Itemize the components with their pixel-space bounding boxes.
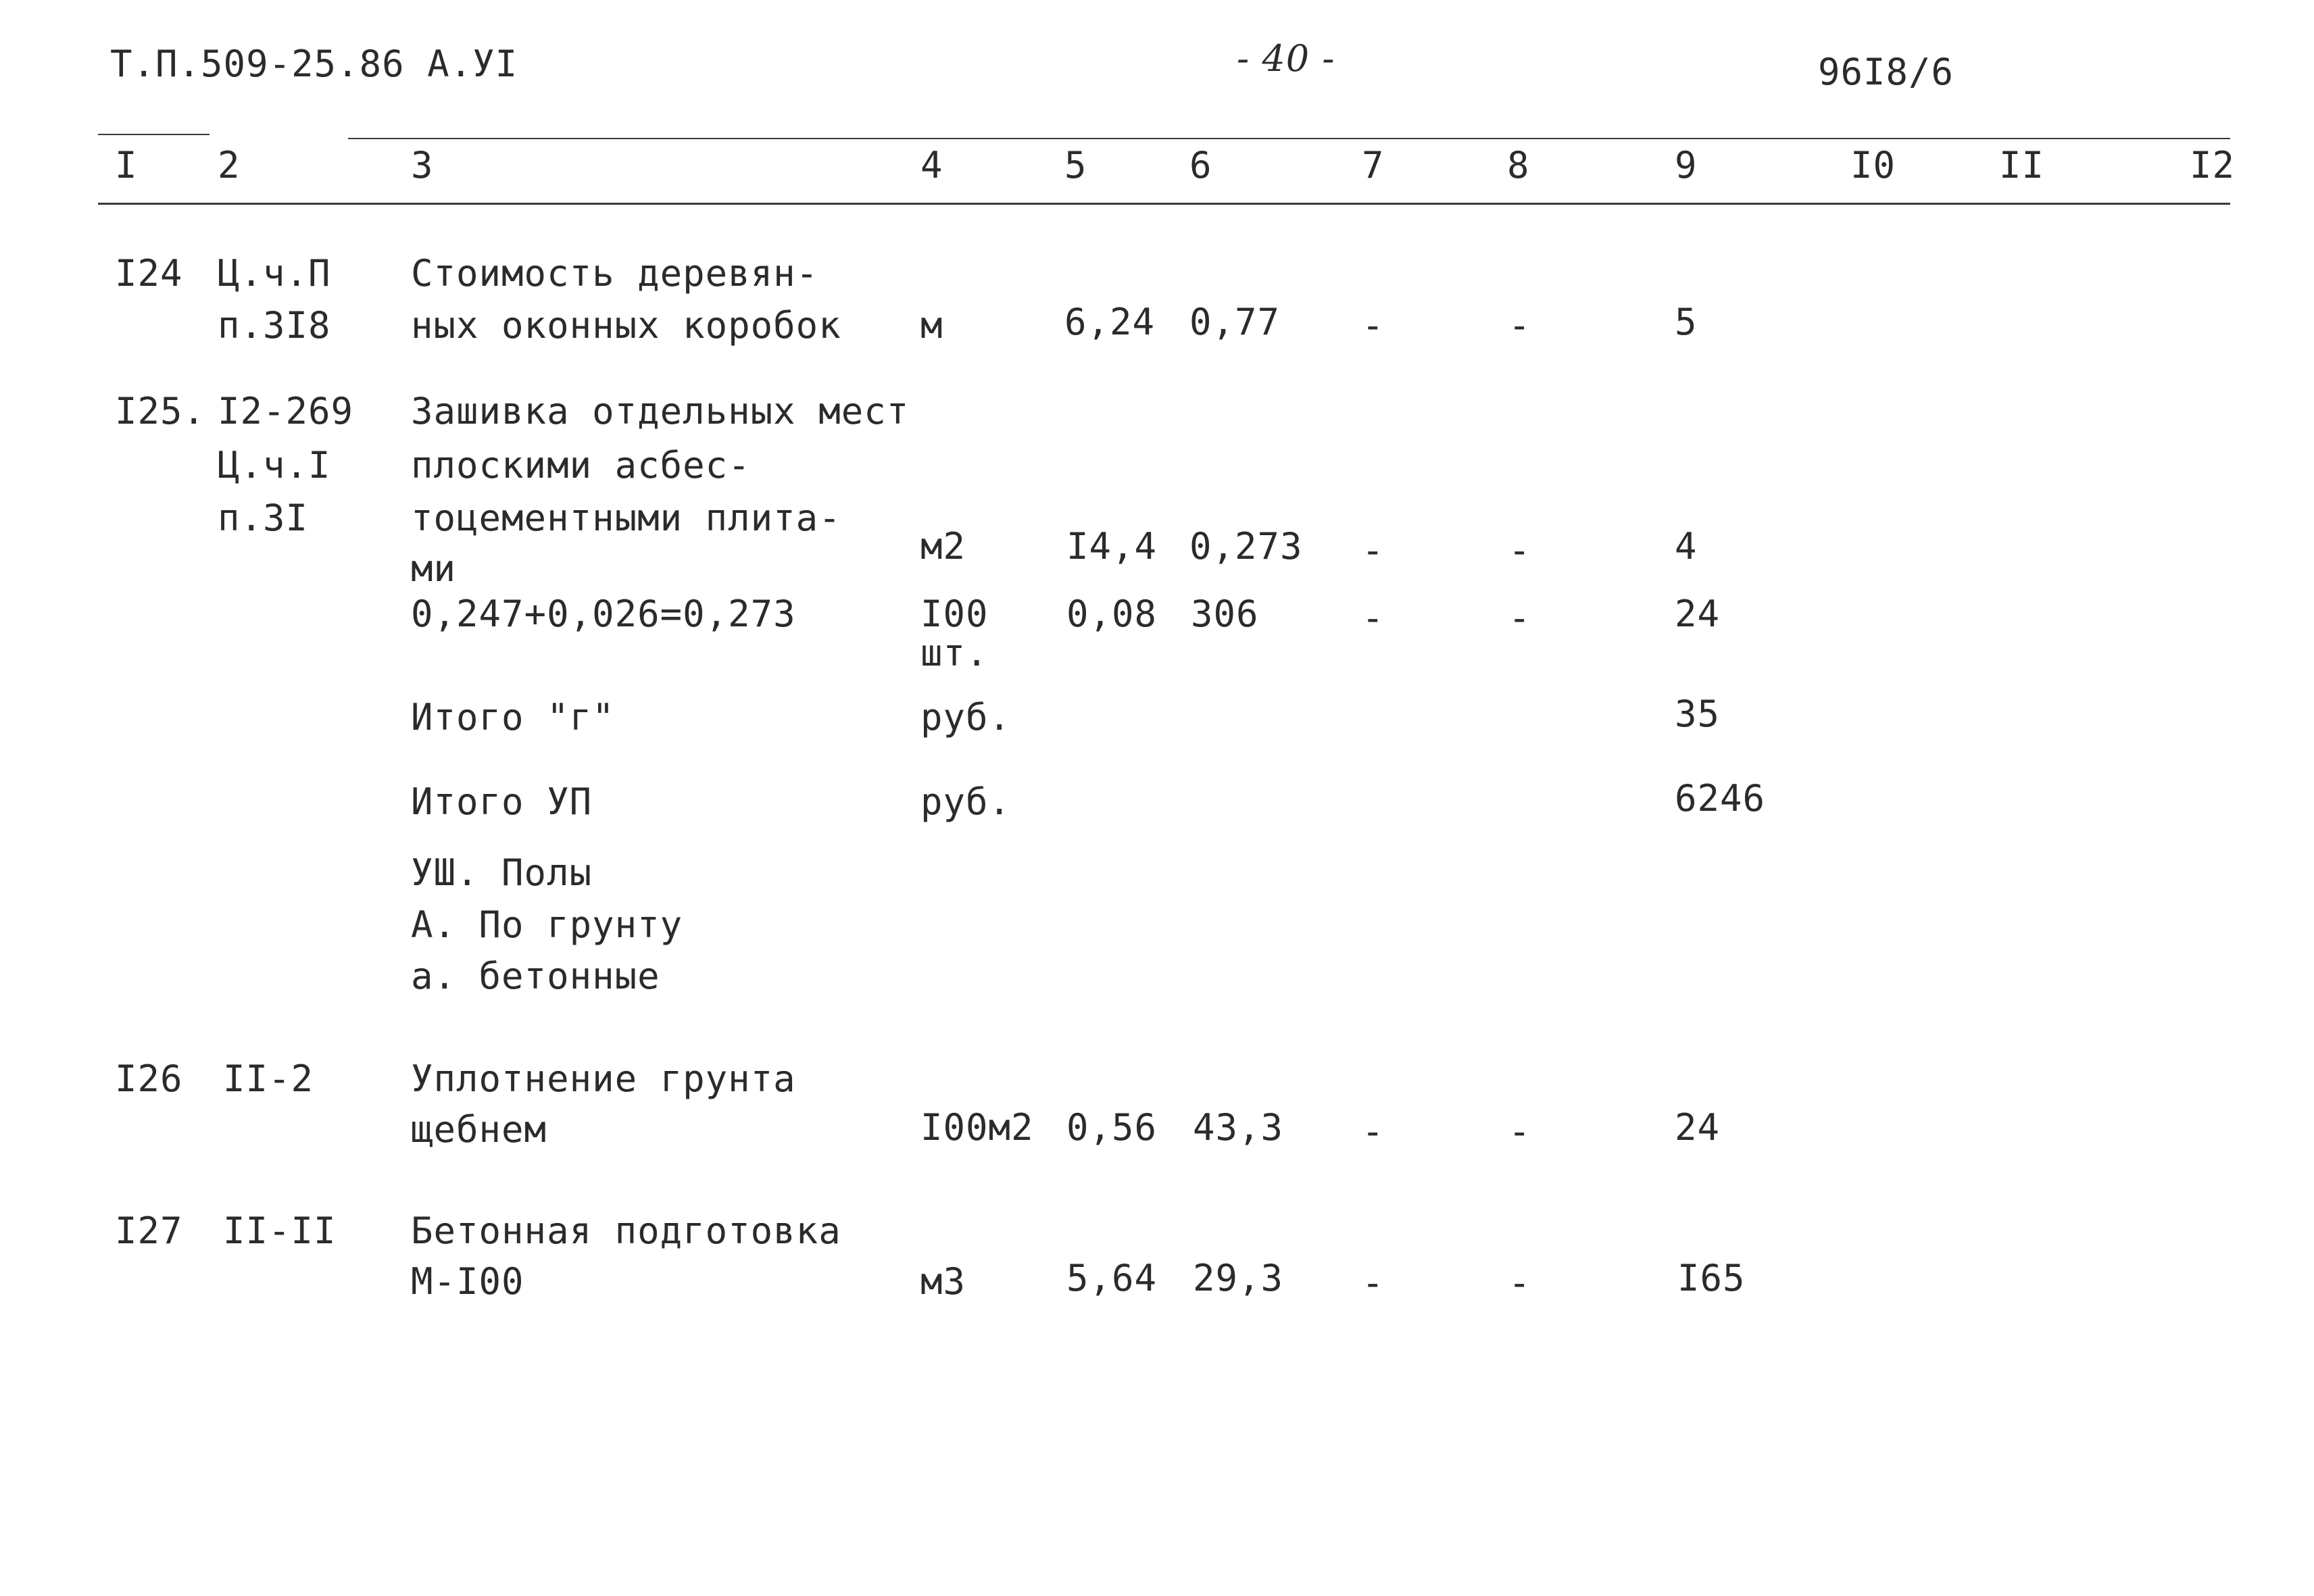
item-name: ми bbox=[411, 547, 457, 590]
column-header-2: 2 bbox=[218, 144, 241, 186]
item-name: Бетонная подготовка bbox=[411, 1210, 841, 1252]
total-value: 5 bbox=[1675, 301, 1698, 343]
total-value: I65 bbox=[1677, 1257, 1746, 1299]
column-header-6: 6 bbox=[1189, 144, 1212, 186]
column-header-4: 4 bbox=[920, 144, 943, 186]
quantity: 6,24 bbox=[1064, 301, 1156, 343]
page-number: - 40 - bbox=[1237, 37, 1335, 80]
unit: I00 bbox=[920, 593, 989, 635]
unit-price: 0,273 bbox=[1189, 525, 1303, 568]
column-header-1: I bbox=[115, 144, 138, 186]
quantity: 5,64 bbox=[1066, 1257, 1158, 1299]
column-header-3: 3 bbox=[411, 144, 434, 186]
unit-price: 43,3 bbox=[1193, 1106, 1284, 1149]
column-8-value: - bbox=[1508, 1110, 1531, 1153]
column-header-12: I2 bbox=[2190, 144, 2236, 186]
item-name: Стоимость деревян- bbox=[411, 252, 819, 295]
header-bottom-rule bbox=[98, 203, 2230, 205]
unit: руб. bbox=[920, 780, 1012, 823]
unit: руб. bbox=[920, 696, 1012, 739]
total-value: 35 bbox=[1675, 693, 1721, 735]
column-7-value: - bbox=[1362, 304, 1385, 347]
item-name: 0,247+0,026=0,273 bbox=[411, 593, 796, 635]
total-value: 6246 bbox=[1675, 777, 1766, 820]
column-8-value: - bbox=[1508, 1262, 1531, 1304]
item-name: М-I00 bbox=[411, 1260, 524, 1303]
column-7-value: - bbox=[1362, 597, 1385, 639]
quantity: 0,08 bbox=[1066, 593, 1158, 635]
section-subtitle: А. По грунту bbox=[411, 903, 683, 946]
norm-code: II-2 bbox=[223, 1057, 314, 1100]
unit-price: 306 bbox=[1191, 593, 1259, 635]
unit-price: 29,3 bbox=[1193, 1257, 1284, 1299]
unit: м2 bbox=[920, 525, 966, 568]
unit: м bbox=[920, 304, 943, 347]
document-code: Т.П.509-25.86 А.УI bbox=[110, 43, 518, 85]
row-number: I26 bbox=[115, 1057, 183, 1100]
unit: м3 bbox=[920, 1260, 966, 1303]
unit-price: 0,77 bbox=[1189, 301, 1281, 343]
quantity: 0,56 bbox=[1066, 1106, 1158, 1149]
total-value: 24 bbox=[1675, 1106, 1721, 1149]
item-name: Уплотнение грунта bbox=[411, 1057, 796, 1100]
norm-code: п.3I8 bbox=[218, 304, 331, 347]
norm-code: Ц.ч.П bbox=[218, 252, 331, 295]
section-subtitle: а. бетонные bbox=[411, 955, 660, 997]
norm-code: Ц.ч.I bbox=[218, 444, 331, 487]
top-rule-short bbox=[98, 134, 210, 135]
column-header-11: II bbox=[1999, 144, 2045, 186]
column-header-9: 9 bbox=[1675, 144, 1698, 186]
column-header-7: 7 bbox=[1362, 144, 1385, 186]
column-7-value: - bbox=[1362, 1110, 1385, 1153]
row-number: I27 bbox=[115, 1210, 183, 1252]
item-name: Зашивка отдельных мест bbox=[411, 390, 910, 432]
column-header-5: 5 bbox=[1064, 144, 1087, 186]
column-7-value: - bbox=[1362, 1262, 1385, 1304]
unit: шт. bbox=[920, 632, 989, 674]
total-value: 4 bbox=[1675, 525, 1698, 568]
item-name: ных оконных коробок bbox=[411, 304, 841, 347]
document-reference: 96I8/6 bbox=[1818, 51, 1954, 93]
quantity: I4,4 bbox=[1066, 525, 1158, 568]
row-number: I25. bbox=[115, 390, 206, 432]
row-number: I24 bbox=[115, 252, 183, 295]
norm-code: п.3I bbox=[218, 497, 309, 539]
subtotal-label: Итого "г" bbox=[411, 696, 615, 739]
section-title: УШ. Полы bbox=[411, 851, 593, 894]
item-name: щебнем bbox=[411, 1108, 547, 1151]
norm-code: I2-269 bbox=[218, 390, 354, 432]
subtotal-label: Итого УП bbox=[411, 780, 593, 823]
column-header-10: I0 bbox=[1850, 144, 1896, 186]
column-8-value: - bbox=[1508, 529, 1531, 572]
norm-code: II-II bbox=[223, 1210, 337, 1252]
column-8-value: - bbox=[1508, 597, 1531, 639]
column-8-value: - bbox=[1508, 304, 1531, 347]
column-header-8: 8 bbox=[1507, 144, 1530, 186]
top-rule-long bbox=[348, 138, 2230, 139]
column-7-value: - bbox=[1362, 529, 1385, 572]
item-name: тоцементными плита- bbox=[411, 497, 841, 539]
total-value: 24 bbox=[1675, 593, 1721, 635]
unit: I00м2 bbox=[920, 1106, 1034, 1149]
item-name: плоскими асбес- bbox=[411, 444, 751, 487]
